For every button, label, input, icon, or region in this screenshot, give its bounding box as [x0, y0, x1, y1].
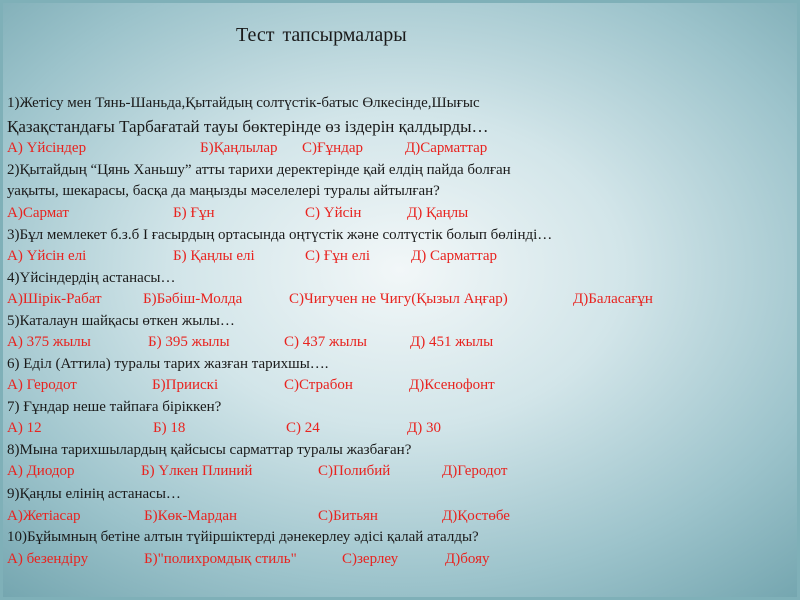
answer-9-c[interactable]: С)Битьян [318, 508, 378, 524]
answer-4-c[interactable]: С)Чигучен не Чигу(Қызыл Аңғар) [289, 291, 508, 307]
answer-7-b[interactable]: Б) 18 [153, 420, 186, 436]
answer-8-c[interactable]: С)Полибий [318, 463, 391, 479]
question-8: 8)Мына тарихшылардың қайсысы сарматтар туралы жазбаған? [7, 442, 412, 458]
question-3: 3)Бұл мемлекет б.з.б І ғасырдың ортасында оңтүстік және солтүстік болып бөлінді… [7, 227, 553, 243]
question-9: 9)Қаңлы елінің астанасы… [7, 486, 181, 502]
answer-4-a[interactable]: А)Шірік-Рабат [7, 291, 102, 307]
answer-7-d[interactable]: Д) 30 [407, 420, 441, 436]
answer-2-d[interactable]: Д) Қаңлы [407, 205, 469, 221]
answer-6-b[interactable]: Б)Приискi [152, 377, 219, 393]
answer-3-b[interactable]: Б) Қаңлы елі [173, 248, 255, 264]
answer-9-a[interactable]: А)Жетіасар [7, 508, 81, 524]
answer-6-d[interactable]: Д)Ксенофонт [409, 377, 495, 393]
answer-7-c[interactable]: С) 24 [286, 420, 320, 436]
answer-3-a[interactable]: А) Үйсін елі [7, 248, 87, 264]
answer-8-a[interactable]: А) Диодор [7, 463, 75, 479]
answer-7-a[interactable]: А) 12 [7, 420, 42, 436]
answer-8-b[interactable]: Б) Үлкен Плиний [141, 463, 253, 479]
question-6: 6) Еділ (Аттила) туралы тарих жазған тарихшы…. [7, 356, 329, 372]
answer-9-b[interactable]: Б)Көк-Мардан [144, 508, 238, 524]
answer-2-a[interactable]: А)Сармат [7, 205, 69, 221]
question-2-line-2: уақыты, шекарасы, басқа да маңызды мәселелері туралы айтылған? [7, 183, 440, 199]
answer-6-c[interactable]: С)Страбон [284, 377, 353, 393]
answer-5-b[interactable]: Б) 395 жылы [148, 334, 230, 350]
answer-1-a[interactable]: А) Үйсіндер [7, 140, 87, 156]
question-5: 5)Каталаун шайқасы өткен жылы… [7, 313, 235, 329]
question-1-line-2: Қазақстандағы Тарбағатай тауы бөктерінде өз іздерін қалдырды… [7, 117, 489, 136]
page-title: Тест тапсырмалары [236, 24, 407, 46]
answer-2-c[interactable]: С) Үйсін [305, 205, 362, 221]
answer-1-c[interactable]: С)Ғұндар [302, 140, 363, 156]
question-7: 7) Ғұндар неше тайпаға біріккен? [7, 399, 222, 415]
answer-9-d[interactable]: Д)Қостөбе [442, 508, 510, 524]
answer-1-d[interactable]: Д)Сарматтар [405, 140, 488, 156]
answer-10-b[interactable]: Б)"полихромдық стиль" [144, 551, 297, 567]
question-2-line-1: 2)Қытайдың “Цянь Ханьшу” атты тарихи деректерінде қай елдің пайда болған [7, 162, 511, 178]
answer-5-d[interactable]: Д) 451 жылы [410, 334, 494, 350]
answer-2-b[interactable]: Б) Ғұн [173, 205, 215, 221]
question-1-line-1: 1)Жетісу мен Тянь-Шаньда,Қытайдың солтүстік-батыс Өлкесінде,Шығыс [7, 95, 480, 111]
answer-5-a[interactable]: А) 375 жылы [7, 334, 91, 350]
answer-4-b[interactable]: Б)Бәбіш-Молда [143, 291, 243, 307]
question-10: 10)Бұйымның бетіне алтын түйіршіктерді дәнекерлеу әдісі қалай аталды? [7, 529, 479, 545]
answer-1-b[interactable]: Б)Қаңлылар [200, 140, 278, 156]
answer-3-d[interactable]: Д) Сарматтар [411, 248, 498, 264]
answer-6-a[interactable]: А) Геродот [7, 377, 77, 393]
answer-10-d[interactable]: Д)бояу [445, 551, 490, 567]
answer-8-d[interactable]: Д)Геродот [442, 463, 508, 479]
answer-3-c[interactable]: С) Ғұн елі [305, 248, 371, 264]
answer-4-d[interactable]: Д)Баласағұн [573, 291, 653, 307]
answer-10-c[interactable]: С)зерлеу [342, 551, 399, 567]
question-4: 4)Үйсіндердің астанасы… [7, 270, 176, 286]
answer-5-c[interactable]: С) 437 жылы [284, 334, 368, 350]
answer-10-a[interactable]: А) безендіру [7, 551, 89, 567]
